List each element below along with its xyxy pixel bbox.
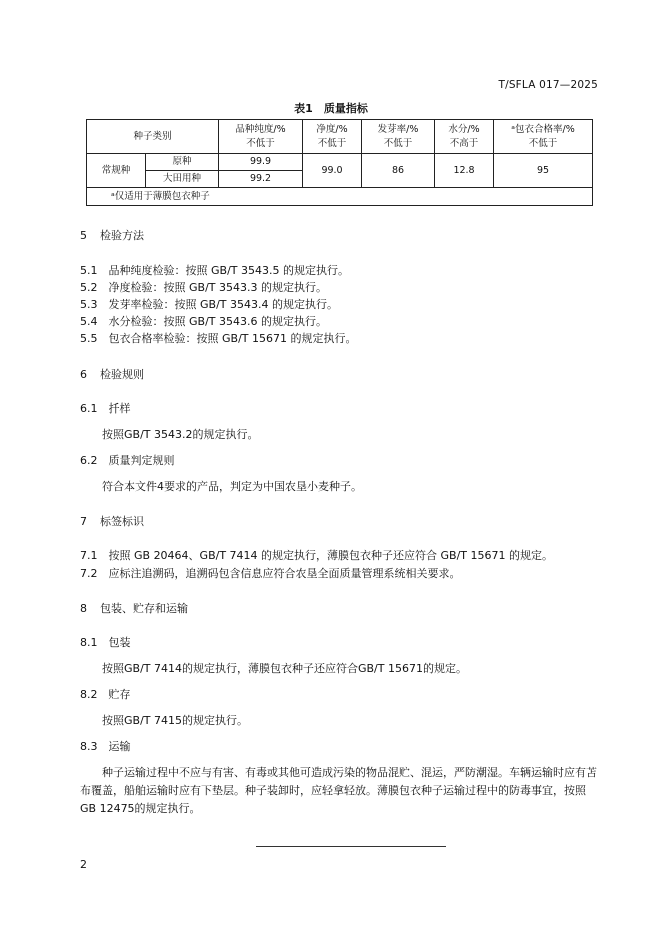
clause-6-1-text: 按照GB/T 3543.2的规定执行。	[102, 428, 259, 441]
header-cleanliness: 净度/% 不低于	[303, 120, 362, 154]
group-label: 常规种	[87, 154, 146, 188]
end-rule	[256, 846, 446, 847]
clause-5-5: 5.5 包衣合格率检验：按照 GB/T 15671 的规定执行。	[80, 332, 357, 345]
cell-purity: 99.2	[219, 171, 303, 188]
clause-6-2-text: 符合本文件4要求的产品，判定为中国农垦小麦种子。	[102, 480, 362, 493]
table-title: 表1 质量指标	[294, 102, 368, 115]
clause-8-2-heading: 8.2 贮存	[80, 688, 131, 701]
document-code: T/SFLA 017—2025	[498, 79, 598, 91]
clause-8-3-heading: 8.3 运输	[80, 740, 131, 753]
clause-8-3-text: 种子运输过程中不应与有害、有毒或其他可造成污染的物品混贮、混运，严防潮湿。车辆运输时应有苫布覆盖，船舶运输时应有下垫层。种子装卸时，应轻拿轻放。薄膜包衣种子运输过程中的防毒事宜，按照GB 12475的规定执行。	[80, 766, 597, 815]
clause-8-1-heading: 8.1 包装	[80, 636, 131, 649]
clause-5-2: 5.2 净度检验：按照 GB/T 3543.3 的规定执行。	[80, 281, 327, 294]
clause-7-2: 7.2 应标注追溯码，追溯码包含信息应符合农垦全面质量管理系统相关要求。	[80, 567, 461, 580]
header-moisture: 水分/% 不高于	[435, 120, 494, 154]
quality-index-table	[86, 119, 593, 206]
clause-5-3: 5.3 发芽率检验：按照 GB/T 3543.4 的规定执行。	[80, 298, 338, 311]
header-seed-type: 种子类别	[87, 120, 219, 154]
header-coating: ᵃ包衣合格率/% 不低于	[494, 120, 593, 154]
cell-germination: 86	[362, 154, 435, 188]
cell-coating: 95	[494, 154, 593, 188]
table-note: ᵃ仅适用于薄膜包衣种子	[87, 188, 593, 206]
clause-6-2-heading: 6.2 质量判定规则	[80, 454, 175, 467]
clause-5-1: 5.1 品种纯度检验：按照 GB/T 3543.5 的规定执行。	[80, 264, 349, 277]
page-number: 2	[80, 858, 87, 871]
cell-cleanliness: 99.0	[303, 154, 362, 188]
row-sub-label: 大田用种	[146, 171, 219, 188]
clause-8-1-text: 按照GB/T 7414的规定执行，薄膜包衣种子还应符合GB/T 15671的规定。	[102, 662, 467, 675]
clause-7-1: 7.1 按照 GB 20464、GB/T 7414 的规定执行，薄膜包衣种子还应符合 GB/T 15671 的规定。	[80, 549, 554, 562]
clause-8-2-text: 按照GB/T 7415的规定执行。	[102, 714, 248, 727]
row-sub-label: 原种	[146, 154, 219, 171]
clause-6-1-heading: 6.1 扦样	[80, 402, 131, 415]
cell-purity: 99.9	[219, 154, 303, 171]
clause-5-4: 5.4 水分检验：按照 GB/T 3543.6 的规定执行。	[80, 315, 327, 328]
header-germination: 发芽率/% 不低于	[362, 120, 435, 154]
cell-moisture: 12.8	[435, 154, 494, 188]
header-purity: 品种纯度/% 不低于	[219, 120, 303, 154]
